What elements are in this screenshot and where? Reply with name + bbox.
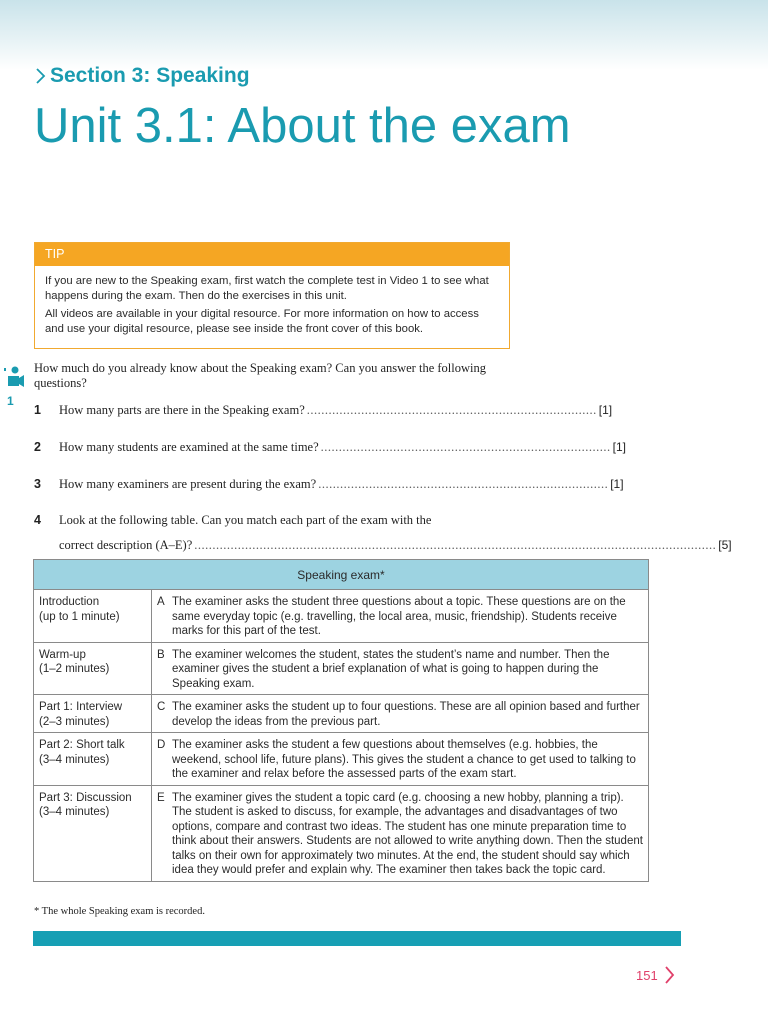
video-number: 1: [7, 394, 14, 408]
part-name: Part 1: Interview: [39, 701, 123, 713]
description-text: The examiner asks the student three questions about a topic. These questions are on the same everyday topic (e.g. travelling, the local area, music, friendship). Students receive marks for this part of the test.: [167, 590, 649, 643]
part-duration: (2–3 minutes): [39, 715, 110, 728]
description-letter: E: [152, 785, 168, 881]
page-number: [636, 964, 675, 986]
question-number: 2: [34, 440, 41, 454]
section-label: Section 3: Speaking: [50, 64, 250, 87]
answer-blank[interactable]: ................................................................................: [306, 403, 597, 417]
table-row: [34, 695, 649, 733]
part-duration: (3–4 minutes): [39, 753, 110, 766]
table-row: [34, 590, 649, 643]
section-heading: [34, 64, 250, 88]
question-number: 4: [34, 513, 41, 527]
footnote: * The whole Speaking exam is recorded.: [34, 906, 205, 917]
question-mark: [5]: [718, 538, 732, 552]
description-text: The examiner welcomes the student, states the student’s name and number. Then the examiner gives the student a brief explanation of what is going to happen during the Speaking exam.: [167, 642, 649, 695]
bottom-bar: [33, 931, 681, 946]
question-text-line-2: correct description (A–E)?: [59, 538, 193, 552]
part-duration: (up to 1 minute): [39, 610, 120, 623]
tip-box: [34, 242, 510, 349]
question-text: How many parts are there in the Speaking exam?: [59, 403, 305, 417]
part-name: Part 2: Short talk: [39, 739, 125, 751]
tip-heading: TIP: [35, 243, 509, 266]
description-text: The examiner asks the student a few questions about themselves (e.g. hobbies, the weekend, school life, future plans). This gives the student a chance to get used to talking to the examiner and relax before the assessed parts of the exam start.: [167, 733, 649, 786]
intro-question: How much do you already know about the Speaking exam? Can you answer the following questions?: [34, 361, 486, 390]
video-link[interactable]: [4, 365, 24, 409]
page-title: Unit 3.1: About the exam: [34, 99, 571, 153]
description-text: The examiner gives the student a topic card (e.g. choosing a new hobby, planning a trip). The student is asked to discuss, for example, the advantages and disadvantages of two options, compare and contrast two ideas. The student has one minute preparation time to think about their answers. Students are not allowed to write anything down. Then the student talks on their own for approximately two minutes. At the end, the student should say which idea they would prefer and explain why. The examiner then takes back the topic card.: [167, 785, 649, 881]
description-text: The examiner asks the student up to four questions. These are all opinion based and further develop the ideas from the previous part.: [167, 695, 649, 733]
description-letter: C: [152, 695, 168, 733]
table-heading: Speaking exam*: [34, 560, 649, 590]
part-duration: (3–4 minutes): [39, 806, 110, 818]
question-mark: [1]: [612, 440, 626, 454]
question-text-line-1: Look at the following table. Can you match each part of the exam with the: [59, 513, 432, 527]
question-mark: [1]: [598, 403, 613, 417]
description-letter: A: [152, 590, 168, 643]
answer-blank[interactable]: ................................................................................: [320, 440, 611, 454]
table-row: [34, 642, 649, 695]
question-number: 1: [34, 403, 41, 417]
question-text: How many students are examined at the same time?: [59, 440, 319, 454]
tip-text-2: All videos are available in your digital resource. For more information on how to access and use your digital resource, please see inside the front cover of this book.: [45, 308, 479, 335]
part-name: Warm-up: [39, 648, 86, 661]
question-number: 3: [34, 477, 41, 491]
page-number-label: 151: [636, 967, 658, 983]
table-row: [34, 785, 649, 881]
answer-blank[interactable]: ................................................................................................................................................: [194, 538, 717, 552]
description-letter: B: [152, 642, 168, 695]
chevron-right-icon: [663, 964, 675, 986]
tip-body: [35, 266, 509, 348]
part-name: Part 3: Discussion: [39, 791, 132, 804]
description-letter: D: [152, 733, 168, 786]
table-row: [34, 733, 649, 786]
question-text: How many examiners are present during the exam?: [59, 477, 317, 491]
answer-blank[interactable]: ................................................................................: [318, 477, 609, 491]
top-band: [0, 0, 768, 70]
tip-text-1: If you are new to the Speaking exam, first watch the complete test in Video 1 to see what happens during the exam. Then do the exercises in this unit.: [45, 275, 489, 302]
part-duration: (1–2 minutes): [39, 663, 110, 675]
chevron-right-icon: [34, 65, 48, 87]
speaking-exam-table: [33, 559, 649, 882]
part-name: Introduction: [39, 596, 100, 608]
question-mark: [1]: [610, 477, 624, 491]
